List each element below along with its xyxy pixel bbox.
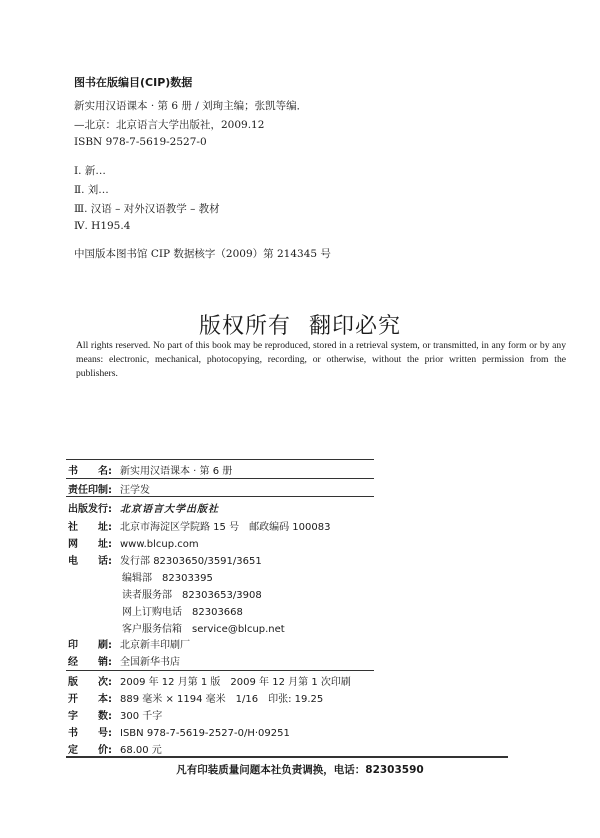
cip-class-2: Ⅱ. 刘… [74, 184, 109, 196]
cip-line-title: 新实用汉语课本 · 第 6 册 / 刘珣主编；张凯等编． [74, 100, 308, 112]
cip-line-isbn: ISBN 978-7-5619-2527-0 [74, 136, 207, 148]
cip-class-4: Ⅳ. H195.4 [74, 220, 131, 232]
cip-class-3: Ⅲ. 汉语 – 对外汉语教学 – 教材 [74, 203, 220, 215]
rule-bottom [66, 756, 508, 758]
rule [66, 670, 374, 671]
row-address: 社 址: 北京市海淀区学院路 15 号 邮政编码 100083 [68, 522, 331, 533]
row-website: 网 址: www.blcup.com [68, 539, 199, 550]
quality-notice: 凡有印装质量问题本社负责调换，电话：82303590 [176, 764, 424, 776]
phone-line: 客户服务信箱 service@blcup.net [122, 624, 285, 635]
row-publisher: 出版发行: 北京语言大学出版社 [68, 500, 219, 515]
rule [66, 478, 374, 479]
row-book-number: 书 号: ISBN 978-7-5619-2527-0/H·09251 [68, 728, 290, 739]
row-word-count: 字 数: 300 千字 [68, 711, 163, 722]
rights-statement: All rights reserved. No part of this book may be reproduced, stored in a retrieval system, or transmitted, in any form or by any means: electronic, mechanical, photocopying, recording, or otherwise, without the prior written permission from the publishers. [76, 340, 566, 379]
row-book-title: 书 名: 新实用汉语课本 · 第 6 册 [68, 466, 233, 477]
row-format: 开 本: 889 毫米 × 1194 毫米 1/16 印张: 19.25 [68, 694, 324, 705]
copyright-heading [0, 309, 600, 340]
cip-title: 图书在版编目(CIP)数据 [74, 76, 193, 89]
copyright-heading-a: 版权所有 [198, 314, 291, 339]
cip-record-number: 中国版本图书馆 CIP 数据核字（2009）第 214345 号 [74, 248, 331, 260]
cip-line-publisher: —北京：北京语言大学出版社，2009.12 [74, 119, 265, 131]
copyright-heading-b: 翻印必究 [309, 314, 402, 339]
row-printer: 印 刷: 北京新丰印刷厂 [68, 640, 190, 651]
row-phone: 电 话: 发行部 82303650/3591/3651 [68, 556, 262, 567]
phone-line: 网上订购电话 82303668 [122, 607, 243, 618]
rule-top [66, 459, 374, 460]
row-edition: 版 次: 2009 年 12 月第 1 版 2009 年 12 月第 1 次印刷 [68, 677, 351, 688]
phone-line: 读者服务部 82303653/3908 [122, 590, 262, 601]
row-price: 定 价: 68.00 元 [68, 745, 162, 756]
rule [66, 496, 374, 497]
cip-class-1: Ⅰ. 新… [74, 165, 106, 177]
row-print-editor: 责任印制: 汪学发 [68, 485, 150, 496]
publisher-brand: 北京语言大学出版社 [120, 504, 219, 515]
row-distributor: 经 销: 全国新华书店 [68, 657, 180, 668]
phone-line: 编辑部 82303395 [122, 573, 213, 584]
website-link: www.blcup.com [120, 539, 199, 550]
